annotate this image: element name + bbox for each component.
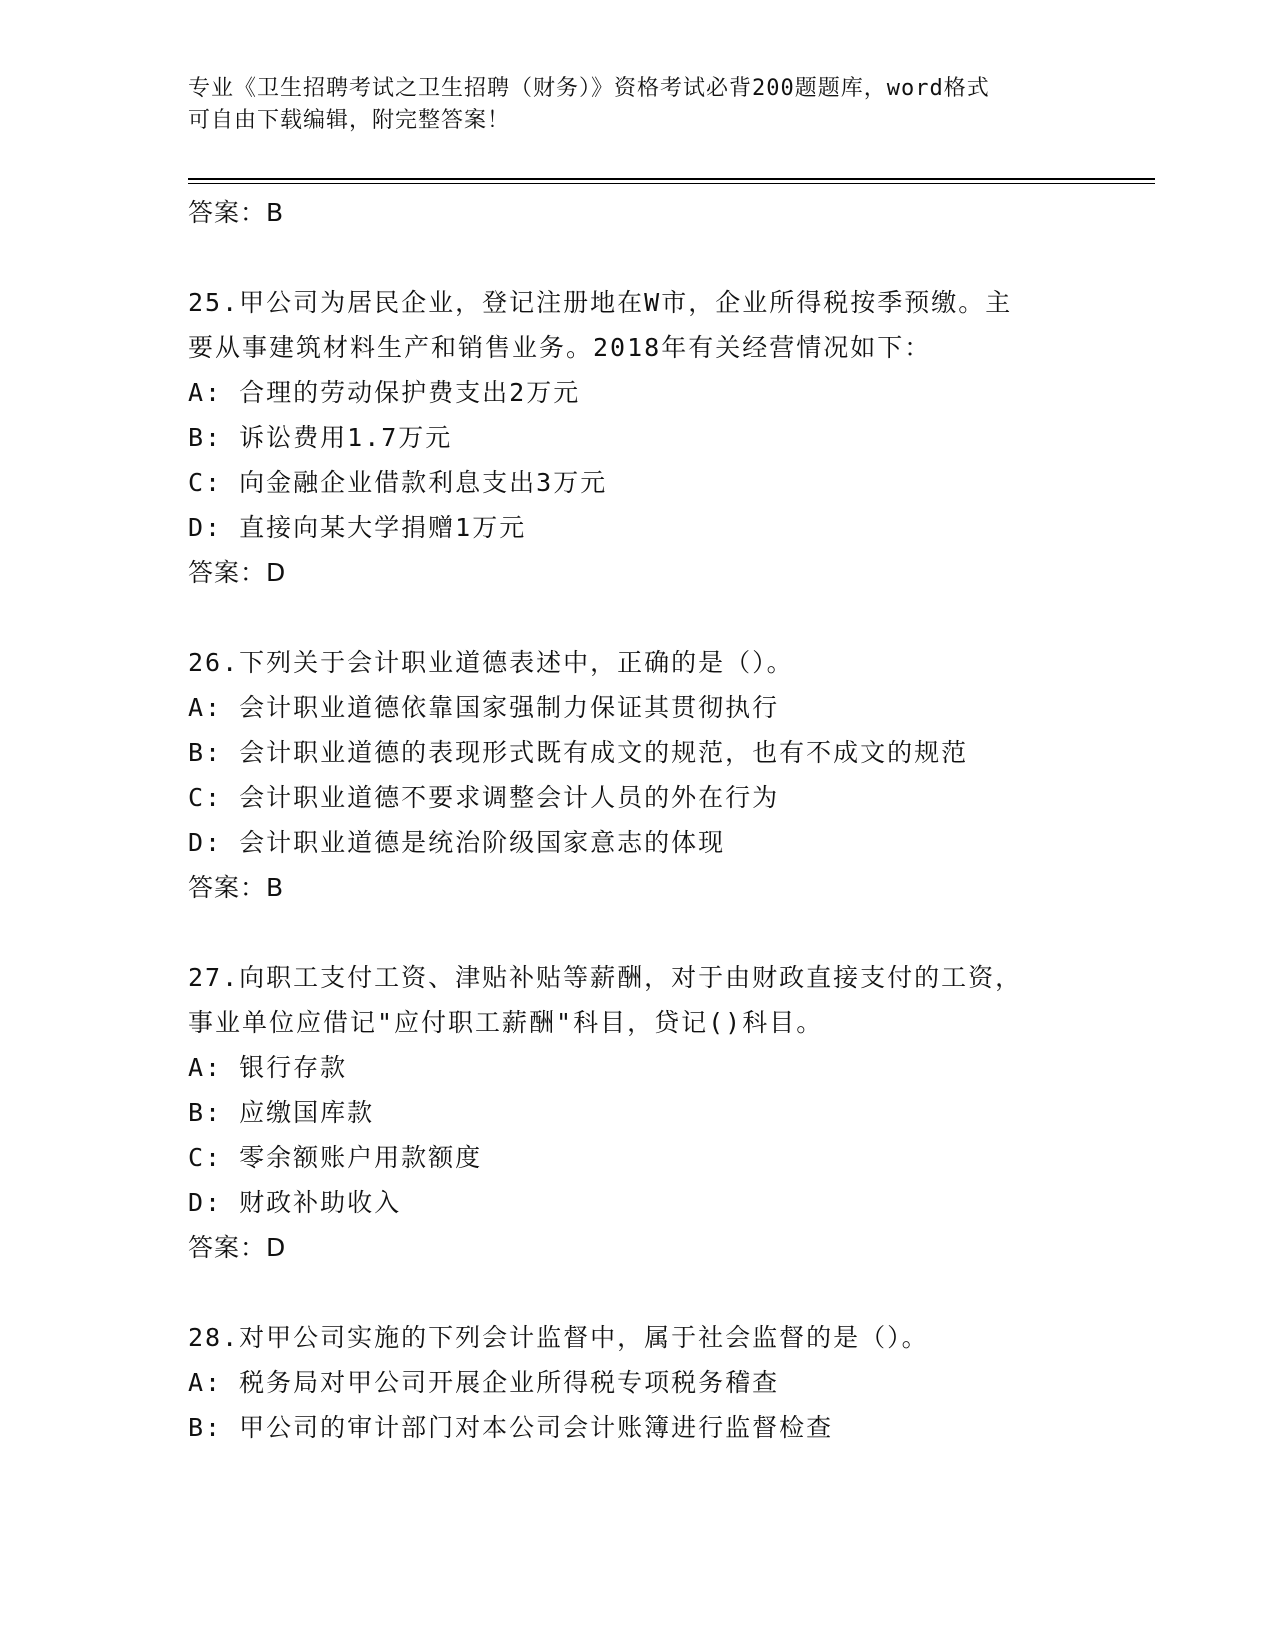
option-a: A: 银行存款 <box>188 1053 348 1082</box>
question-stem-line: 事业单位应借记"应付职工薪酬"科目，贷记()科目。 <box>188 1008 824 1037</box>
spacer <box>188 235 1088 280</box>
option-b: B: 甲公司的审计部门对本公司会计账簿进行监督检查 <box>188 1413 834 1442</box>
spacer <box>188 1270 1088 1315</box>
option-b: B: 会计职业道德的表现形式既有成文的规范，也有不成文的规范 <box>188 738 969 767</box>
previous-answer: 答案：B <box>188 198 285 227</box>
option-d: D: 直接向某大学捐赠1万元 <box>188 513 527 542</box>
question-28 <box>188 1315 1088 1450</box>
header-rule-thick <box>188 178 1155 180</box>
header-rule-thin <box>188 183 1155 184</box>
option-c: C: 零余额账户用款额度 <box>188 1143 483 1172</box>
option-c: C: 向金融企业借款利息支出3万元 <box>188 468 608 497</box>
question-25 <box>188 280 1088 595</box>
question-stem-line: 27.向职工支付工资、津贴补贴等薪酬，对于由财政直接支付的工资， <box>188 963 1023 992</box>
question-stem-line: 要从事建筑材料生产和销售业务。2018年有关经营情况如下： <box>188 333 932 362</box>
option-c: C: 会计职业道德不要求调整会计人员的外在行为 <box>188 783 780 812</box>
option-a: A: 合理的劳动保护费支出2万元 <box>188 378 581 407</box>
option-d: D: 财政补助收入 <box>188 1188 402 1217</box>
question-stem-line: 26.下列关于会计职业道德表述中，正确的是（）。 <box>188 648 794 677</box>
question-26 <box>188 640 1088 910</box>
question-stem-line: 25.甲公司为居民企业，登记注册地在W市，企业所得税按季预缴。主 <box>188 288 1013 317</box>
spacer <box>188 910 1088 955</box>
question-27 <box>188 955 1088 1270</box>
option-b: B: 应缴国库款 <box>188 1098 375 1127</box>
answer-line: 答案：D <box>188 558 287 587</box>
option-a: A: 会计职业道德依靠国家强制力保证其贯彻执行 <box>188 693 780 722</box>
question-list <box>188 190 1088 1450</box>
option-d: D: 会计职业道德是统治阶级国家意志的体现 <box>188 828 726 857</box>
header-line-2: 可自由下载编辑，附完整答案！ <box>188 108 511 133</box>
question-stem-line: 28.对甲公司实施的下列会计监督中，属于社会监督的是（）。 <box>188 1323 929 1352</box>
option-b: B: 诉讼费用1.7万元 <box>188 423 453 452</box>
document-header <box>188 73 1088 137</box>
spacer <box>188 595 1088 640</box>
option-a: A: 税务局对甲公司开展企业所得税专项税务稽查 <box>188 1368 780 1397</box>
header-line-1: 专业《卫生招聘考试之卫生招聘（财务）》资格考试必背200题题库，word格式 <box>188 76 990 101</box>
answer-line: 答案：D <box>188 1233 287 1262</box>
answer-line: 答案：B <box>188 873 285 902</box>
